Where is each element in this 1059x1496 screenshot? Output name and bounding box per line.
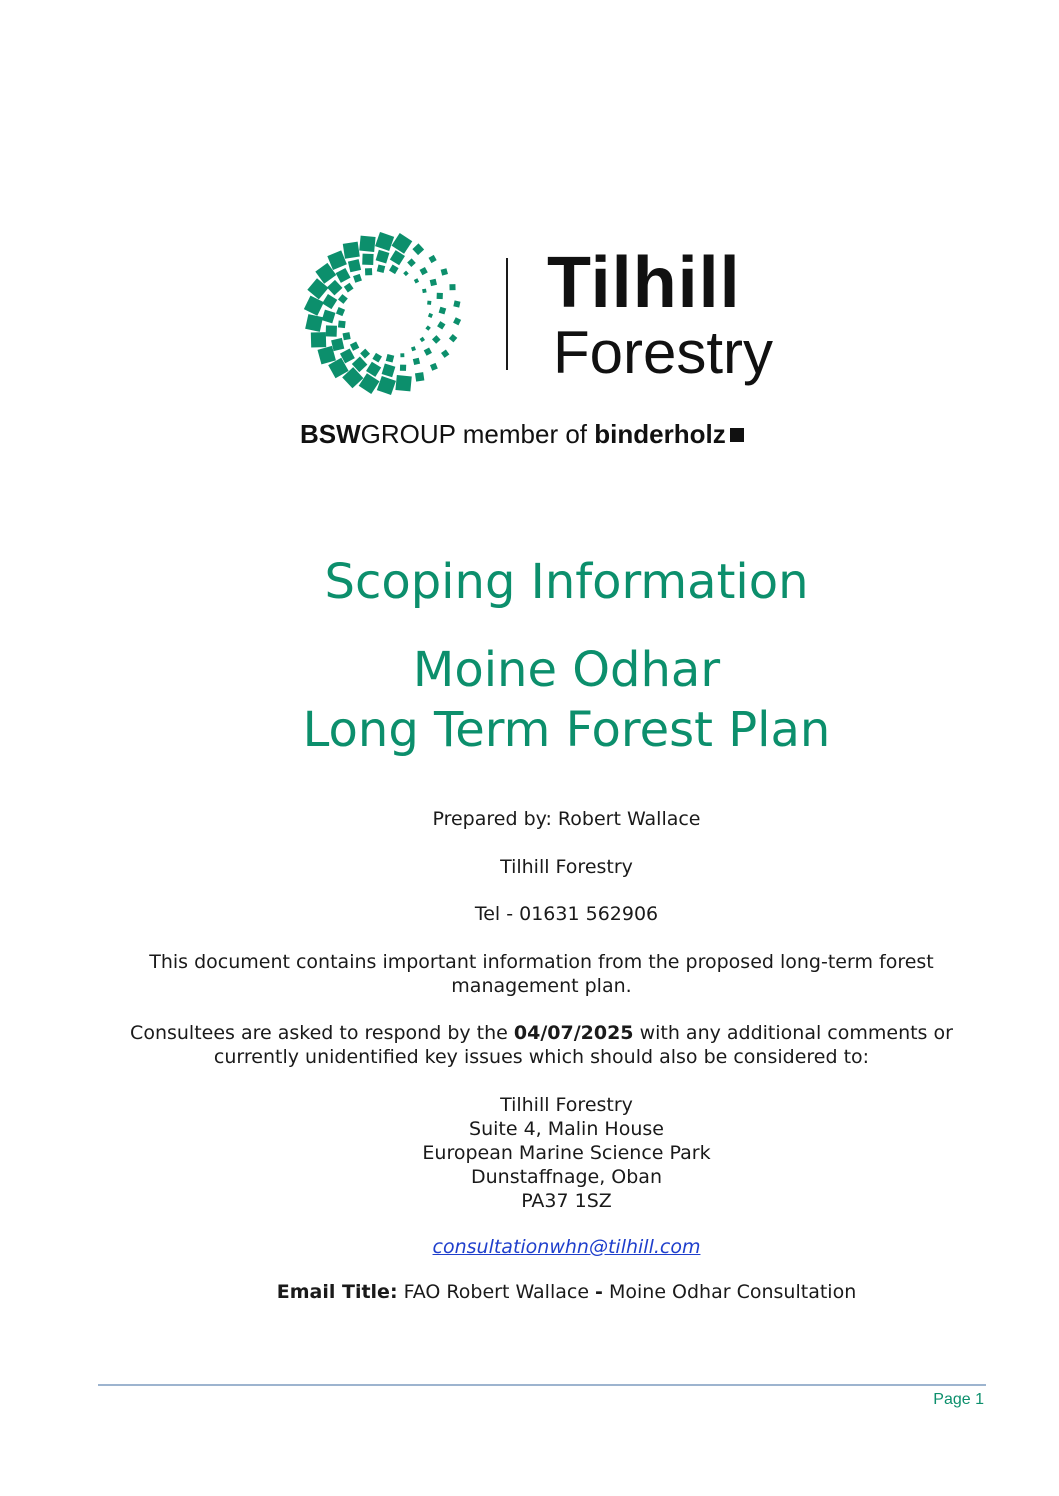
company-name: Tilhill Forestry <box>500 856 633 878</box>
prepared-by: Prepared by: Robert Wallace <box>432 808 701 830</box>
respond-line-1 <box>64 1021 1019 1045</box>
telephone: Tel - 01631 562906 <box>474 903 659 925</box>
logo-square <box>437 321 445 329</box>
logo-square <box>343 242 360 259</box>
address-line: European Marine Science Park <box>422 1142 711 1164</box>
document-title: Scoping Information <box>324 554 809 610</box>
logo-square <box>365 268 372 275</box>
logo-square <box>338 320 346 328</box>
logo-square <box>395 375 411 391</box>
logo-square <box>424 347 432 355</box>
logo-square <box>422 289 427 294</box>
logo-square <box>437 293 443 299</box>
logo-square <box>360 349 370 359</box>
logo-square <box>400 365 406 371</box>
logo-square <box>348 259 361 272</box>
logo-square <box>453 300 460 307</box>
logo-square <box>372 353 382 363</box>
logo-square <box>400 353 404 357</box>
address-line: Suite 4, Malin House <box>469 1118 664 1140</box>
logo-square <box>414 278 419 283</box>
logo-divider <box>506 258 508 370</box>
group-tagline <box>300 418 744 450</box>
logo-square <box>377 264 386 273</box>
logo-square <box>336 307 345 316</box>
logo-square <box>376 250 390 264</box>
logo-square <box>407 258 416 267</box>
respond-line-2: currently unidentified key issues which should also be considered to: <box>213 1046 870 1068</box>
logo-square <box>420 267 428 275</box>
tilhill-logo-mark-icon <box>298 226 473 401</box>
group-text: GROUP <box>360 419 456 449</box>
plan-name: Long Term Forest Plan <box>302 702 831 758</box>
logo-wordmark-tilhill: Tilhill <box>547 243 741 323</box>
logo-square <box>439 307 447 315</box>
group-bold: BSW <box>300 419 361 449</box>
logo-square <box>415 372 424 381</box>
logo-square <box>359 236 375 252</box>
logo-square <box>428 313 433 318</box>
address-line: Tilhill Forestry <box>500 1094 633 1116</box>
respond-prefix: Consultees are asked to respond by the <box>130 1022 514 1044</box>
logo-square <box>331 338 344 351</box>
group-mid: member of <box>455 419 595 449</box>
logo-square <box>389 265 399 275</box>
logo-square <box>420 337 425 342</box>
respond-suffix: with any additional comments or <box>633 1022 953 1044</box>
logo-wordmark-forestry: Forestry <box>553 319 774 386</box>
footer-rule <box>98 1384 986 1386</box>
logo-square <box>311 332 326 347</box>
logo-square <box>413 358 420 365</box>
logo-square <box>412 243 424 255</box>
logo-square <box>359 373 380 394</box>
logo-square <box>425 325 430 330</box>
respond-paragraph <box>64 1021 1019 1069</box>
email-title-dash: - <box>595 1281 603 1303</box>
logo-square <box>305 314 323 332</box>
email-title-value: FAO Robert Wallace <box>397 1281 596 1303</box>
logo-square <box>343 332 351 340</box>
logo-square <box>441 350 449 358</box>
logo-square <box>449 334 457 342</box>
logo-square <box>350 342 359 351</box>
logo-square <box>344 283 354 293</box>
logo-square <box>336 268 351 283</box>
email-link[interactable]: consultationwhn@tilhill.com <box>432 1236 701 1258</box>
logo-square <box>432 335 441 344</box>
logo-square <box>430 363 438 371</box>
logo-square <box>430 279 437 286</box>
logo-square <box>429 255 437 263</box>
email-row <box>74 1235 1059 1259</box>
site-name: Moine Odhar <box>412 642 721 698</box>
square-icon <box>730 428 744 442</box>
email-title-rest: Moine Odhar Consultation <box>602 1281 857 1303</box>
logo-square <box>377 376 396 395</box>
logo-square <box>441 268 448 275</box>
email-title-row <box>74 1280 1059 1304</box>
respond-date: 04/07/2025 <box>513 1022 634 1044</box>
logo-square <box>382 364 396 378</box>
logo-square <box>453 317 461 325</box>
intro-line-2: management plan. <box>451 975 632 997</box>
logo-square <box>353 274 362 283</box>
address-line: PA37 1SZ <box>521 1190 612 1212</box>
logo-square <box>362 254 373 265</box>
intro-paragraph <box>64 950 1019 998</box>
logo-square <box>411 346 416 351</box>
logo-square <box>392 233 413 254</box>
page-number: Page 1 <box>933 1391 984 1408</box>
address-line: Dunstaffnage, Oban <box>470 1166 662 1188</box>
logo-square <box>386 354 395 363</box>
logo-square <box>403 271 409 277</box>
logo-square <box>326 325 337 336</box>
logo-square <box>304 296 324 316</box>
logo-square <box>322 310 336 324</box>
logo-square <box>338 294 348 304</box>
address-block <box>74 1093 1059 1213</box>
group-brand: binderholz <box>594 419 726 449</box>
email-title-label: Email Title: <box>276 1281 398 1303</box>
intro-line-1: This document contains important information from the proposed long-term forest <box>149 951 934 973</box>
logo-square <box>327 280 343 296</box>
logo-square <box>322 294 337 309</box>
logo-square <box>427 301 431 305</box>
logo-square <box>375 232 394 251</box>
logo-square <box>449 284 455 290</box>
